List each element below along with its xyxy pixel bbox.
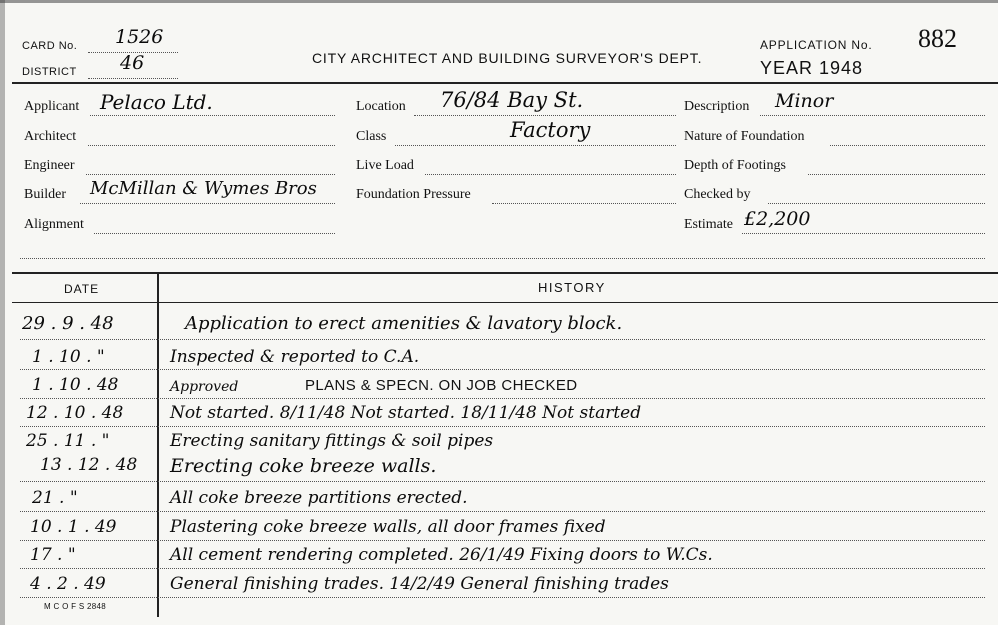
- engineer-label: Engineer: [24, 158, 75, 173]
- checked-line: [768, 203, 985, 204]
- applicant-line: [90, 115, 335, 116]
- history-entry: Plastering coke breeze walls, all door frames fixed: [170, 517, 606, 537]
- location-label: Location: [356, 99, 406, 114]
- card-no-label: CARD No.: [22, 40, 78, 52]
- district-line: [88, 78, 178, 79]
- history-date: 21 . ": [32, 488, 78, 508]
- history-date: 1 . 10 . ": [32, 347, 105, 367]
- builder-label: Builder: [24, 187, 66, 202]
- foundation-pressure-line: [492, 203, 676, 204]
- architect-label: Architect: [24, 129, 77, 144]
- date-header: DATE: [64, 282, 100, 296]
- history-date: 10 . 1 . 49: [30, 517, 117, 537]
- history-header: HISTORY: [538, 280, 606, 295]
- top-edge-noise: [0, 0, 998, 3]
- history-entry: Not started. 8/11/48 Not started. 18/11/48 Not started: [170, 403, 642, 423]
- row-line: [20, 426, 985, 427]
- builder-value: McMillan & Wymes Bros: [90, 178, 317, 199]
- history-entry: All coke breeze partitions erected.: [170, 488, 468, 508]
- estimate-value: £2,200: [744, 208, 811, 230]
- left-edge-noise: [0, 0, 5, 625]
- history-top-rule: [12, 272, 998, 274]
- form-code: M C O F S 2848: [44, 602, 106, 611]
- description-label: Description: [684, 99, 750, 114]
- year: YEAR 1948: [760, 58, 864, 78]
- history-row: [0, 347, 998, 375]
- architect-line: [88, 145, 335, 146]
- row-line: [20, 540, 985, 541]
- history-entry: General finishing trades. 14/2/49 General finishing trades: [170, 574, 669, 594]
- history-date: 4 . 2 . 49: [30, 574, 106, 594]
- application-label: APPLICATION No.: [760, 38, 873, 52]
- class-label: Class: [356, 129, 387, 144]
- depth-line: [808, 174, 985, 175]
- class-line: [395, 145, 676, 146]
- history-entry: Erecting coke breeze walls.: [170, 455, 437, 477]
- description-value: Minor: [775, 90, 834, 112]
- row-line: [20, 398, 985, 399]
- history-entry: Approved: [170, 379, 239, 395]
- history-entry: Erecting sanitary fittings & soil pipes: [170, 431, 494, 451]
- estimate-label: Estimate: [684, 217, 733, 232]
- row-line: [20, 481, 985, 482]
- district-value: 46: [120, 52, 145, 74]
- depth-label: Depth of Footings: [684, 158, 786, 173]
- class-value: Factory: [510, 118, 591, 142]
- history-date: 17 . ": [30, 545, 76, 565]
- applicant-value: Pelaco Ltd.: [100, 90, 213, 114]
- row-line: [20, 568, 985, 569]
- live-load-label: Live Load: [356, 158, 414, 173]
- row-line: [20, 339, 985, 340]
- history-date: 13 . 12 . 48: [40, 455, 138, 475]
- alignment-label: Alignment: [24, 217, 84, 232]
- history-date: 29 . 9 . 48: [22, 313, 114, 334]
- history-entry: Application to erect amenities & lavatory block.: [185, 313, 623, 334]
- location-line: [414, 115, 676, 116]
- estimate-line: [742, 233, 985, 234]
- engineer-line: [86, 174, 335, 175]
- nature-label: Nature of Foundation: [684, 129, 805, 144]
- history-header-rule: [12, 302, 998, 303]
- history-date: 1 . 10 . 48: [32, 375, 119, 395]
- application-number: 882: [918, 24, 957, 53]
- nature-line: [830, 145, 985, 146]
- builder-line: [80, 203, 335, 204]
- foundation-pressure-label: Foundation Pressure: [356, 187, 471, 202]
- row-line: [20, 511, 985, 512]
- history-date: 25 . 11 . ": [26, 431, 110, 451]
- district-label: DISTRICT: [22, 66, 77, 78]
- header-rule: [12, 82, 998, 84]
- history-row: [0, 455, 998, 483]
- live-load-line: [425, 174, 676, 175]
- description-line: [760, 115, 985, 116]
- history-date: 12 . 10 . 48: [26, 403, 124, 423]
- history-row: [0, 313, 998, 341]
- card-no-value: 1526: [115, 26, 164, 48]
- row-line: [20, 369, 985, 370]
- history-entry: All cement rendering completed. 26/1/49 Fixing doors to W.Cs.: [170, 545, 713, 565]
- row-line: [20, 597, 985, 598]
- plans-checked-stamp: PLANS & SPECN. ON JOB CHECKED: [305, 377, 578, 394]
- checked-label: Checked by: [684, 187, 751, 202]
- department-title: CITY ARCHITECT AND BUILDING SURVEYOR'S DEPT.: [312, 50, 703, 66]
- fields-bottom-line: [20, 258, 985, 259]
- location-value: 76/84 Bay St.: [440, 88, 584, 112]
- alignment-line: [94, 233, 335, 234]
- applicant-label: Applicant: [24, 99, 80, 114]
- history-entry: Inspected & reported to C.A.: [170, 347, 420, 367]
